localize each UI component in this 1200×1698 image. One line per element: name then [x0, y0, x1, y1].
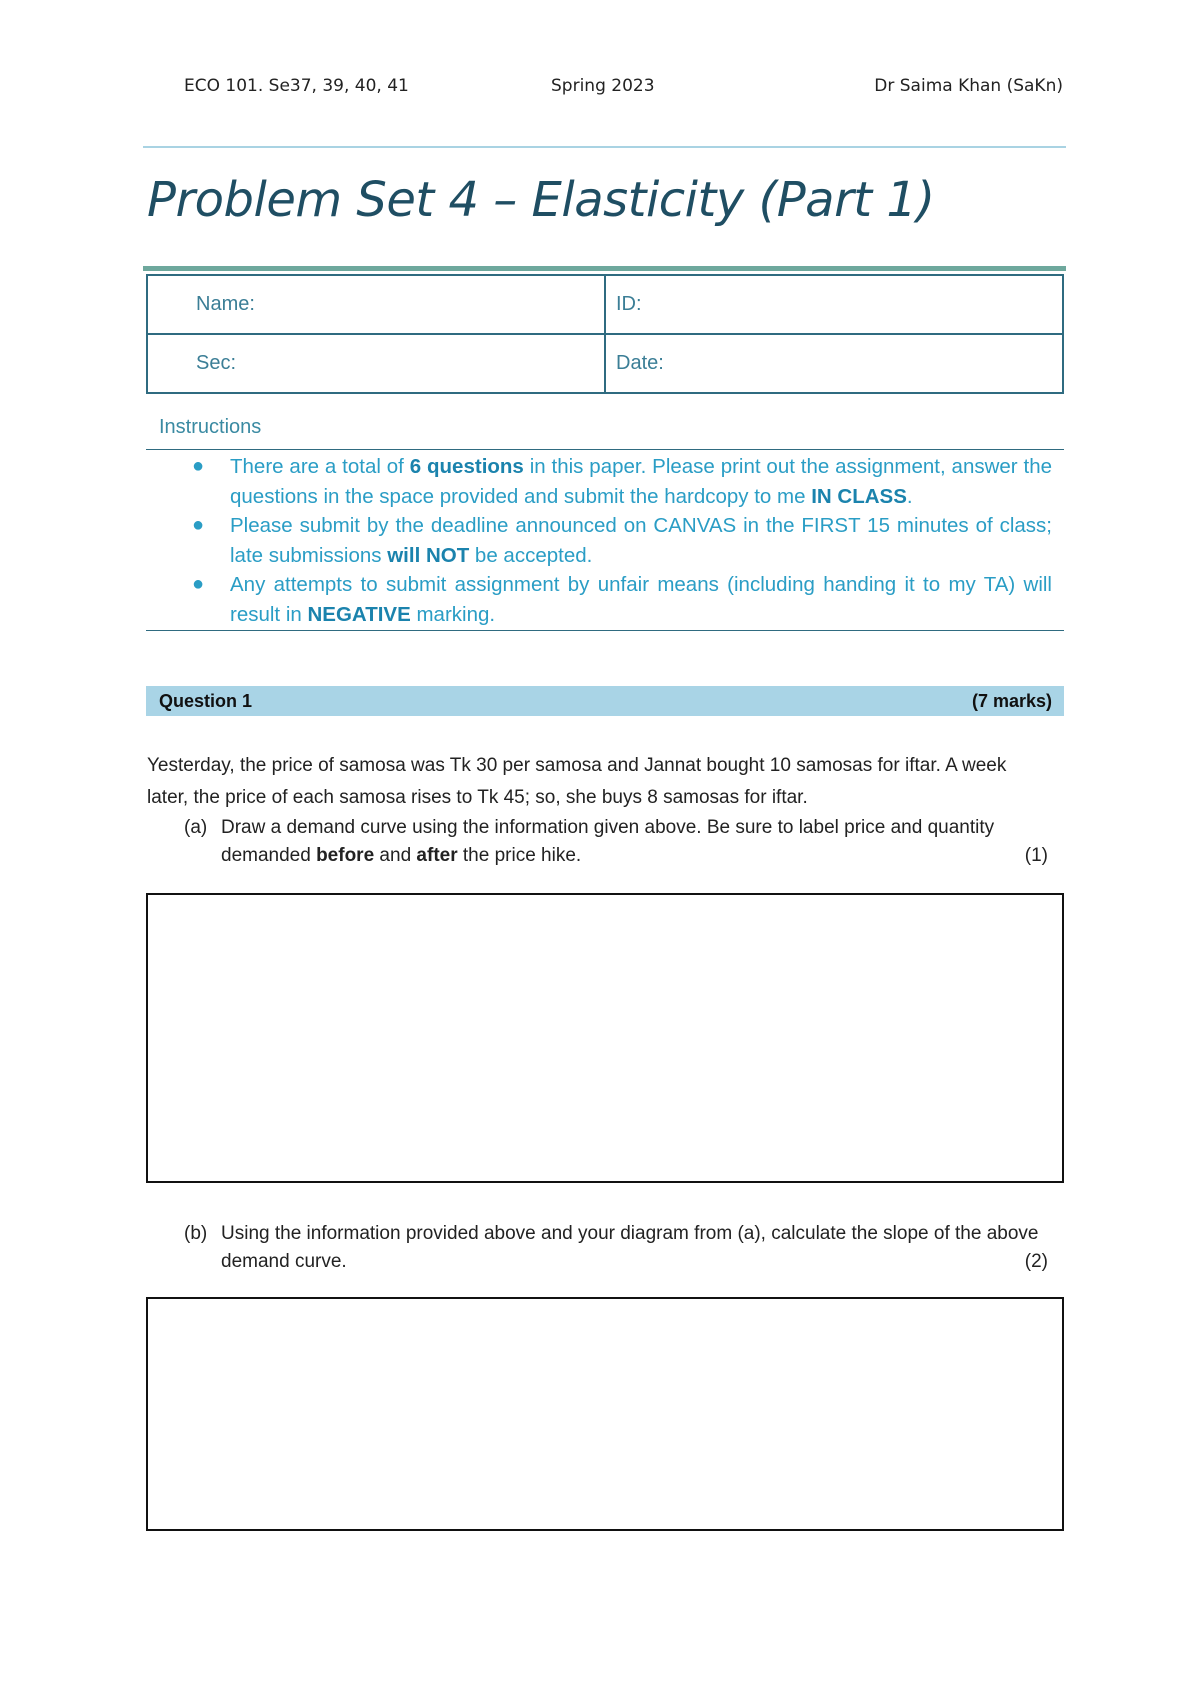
- instructions-list: [192, 452, 1052, 629]
- bullet-icon: ●: [192, 573, 205, 595]
- instruction-item: [192, 570, 1052, 629]
- question-stem: Yesterday, the price of samosa was Tk 30 per samosa and Jannat bought 10 samosas for iftar. A week later, the price of each samosa rises to Tk 45; so, she buys 8 samosas for iftar.: [147, 755, 1007, 808]
- answer-box-a[interactable]: [146, 893, 1064, 1183]
- header-course: ECO 101. Se37, 39, 40, 41: [184, 76, 409, 96]
- instruction-text: be accepted.: [469, 543, 593, 567]
- name-field[interactable]: Name:: [147, 275, 605, 334]
- question-part-a: [184, 814, 1048, 870]
- instructions-bottom-rule: [146, 630, 1064, 631]
- question-1-header: [146, 686, 1064, 716]
- part-text-segment: the price hike.: [457, 845, 582, 866]
- bullet-icon: ●: [192, 514, 205, 536]
- question-marks: (7 marks): [971, 691, 1052, 711]
- instructions-top-rule: [146, 449, 1064, 450]
- instruction-emphasis: will NOT: [387, 543, 470, 567]
- header-instructor: Dr Saima Khan (SaKn): [874, 76, 1063, 96]
- instruction-text: marking.: [410, 602, 496, 626]
- part-marks: (2): [1024, 1251, 1048, 1272]
- part-label: (a): [184, 817, 208, 838]
- part-text-bold: after: [416, 845, 458, 866]
- instruction-emphasis: 6 questions: [409, 455, 524, 478]
- date-field[interactable]: Date:: [605, 334, 1063, 393]
- header-divider: [143, 146, 1066, 148]
- instruction-emphasis: NEGATIVE: [307, 602, 411, 626]
- question-label: Question 1: [159, 691, 253, 711]
- instruction-text: Please submit by the deadline announced on CANVAS in the FIRST 15 minutes of class; late submissions: [230, 514, 1052, 567]
- header-term: Spring 2023: [551, 76, 655, 96]
- part-text-bold: before: [316, 845, 375, 866]
- part-label: (b): [184, 1223, 208, 1244]
- part-text-segment: Draw a demand curve using the information given above. Be sure to label price and quantity demanded: [221, 817, 995, 866]
- student-info-table: [146, 274, 1064, 394]
- instruction-emphasis: IN CLASS: [811, 484, 907, 508]
- instruction-item: [192, 511, 1052, 570]
- instructions-heading: Instructions: [159, 416, 262, 438]
- part-marks: (1): [1024, 845, 1048, 866]
- title-divider: [143, 266, 1066, 271]
- instruction-text: in this paper. Please print out the assignment, answer the questions in the space provided and submit the hardcopy to me: [230, 455, 1052, 508]
- instruction-text: .: [906, 484, 913, 508]
- sec-field[interactable]: Sec:: [147, 334, 605, 393]
- bullet-icon: ●: [192, 455, 205, 477]
- instruction-text: Any attempts to submit assignment by unfair means (including handing it to my TA) will result in: [230, 573, 1052, 626]
- id-field[interactable]: ID:: [605, 275, 1063, 334]
- part-text: Using the information provided above and your diagram from (a), calculate the slope of the above demand curve.: [221, 1223, 1039, 1272]
- page-title: Problem Set 4 – Elasticity (Part 1): [147, 172, 935, 228]
- part-text: [221, 814, 1048, 870]
- part-text-segment: and: [374, 845, 417, 866]
- instruction-item: [192, 452, 1052, 511]
- question-part-b: [184, 1220, 1048, 1276]
- answer-box-b[interactable]: [146, 1297, 1064, 1531]
- instruction-text: There are a total of: [230, 455, 410, 478]
